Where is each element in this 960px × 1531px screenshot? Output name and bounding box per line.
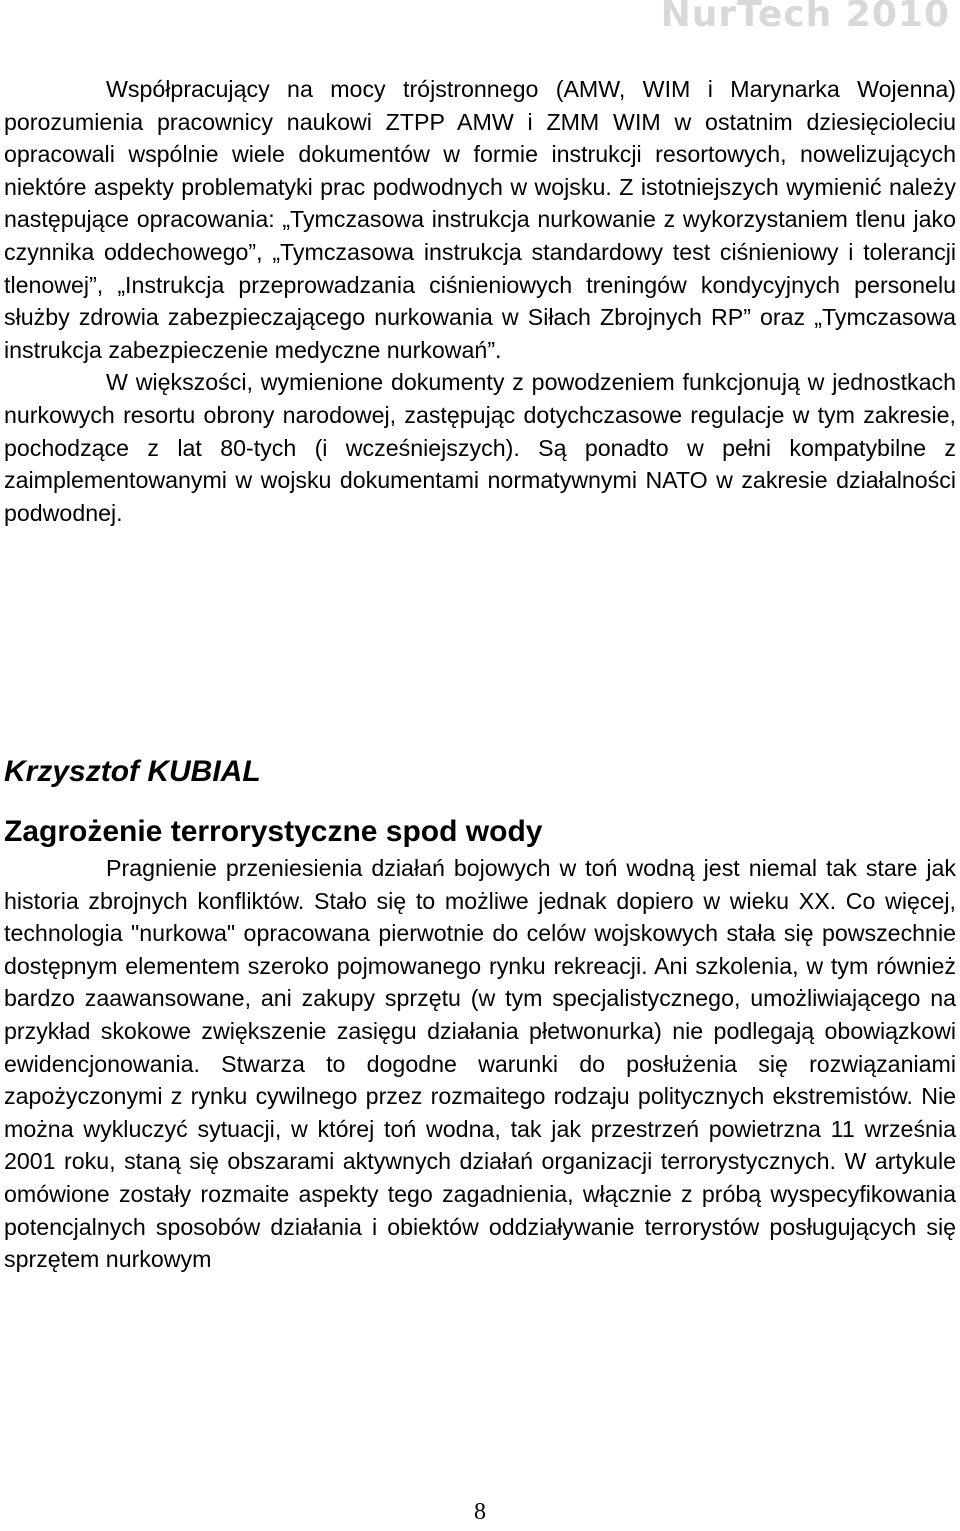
journal-header: NurTech 2010 — [660, 0, 950, 35]
page-number: 8 — [474, 1499, 486, 1525]
intro-section — [4, 73, 956, 529]
article-author: Krzysztof KUBIAL — [4, 755, 261, 788]
intro-paragraph-2: W większości, wymienione dokumenty z powodzeniem funkcjonują w jednostkach nurkowych resortu obrony narodowej, zastępując dotychczasowe regulacje w tym zakresie, pochodzące z lat 80-tych (i wcześniejszych). Są ponadto w pełni kompatybilne z zaimplementowanymi w wojsku dokumentami normatywnymi NATO w zakresie działalności podwodnej. — [4, 369, 956, 526]
intro-paragraph-1: Współpracujący na mocy trójstronnego (AMW, WIM i Marynarka Wojenna) porozumienia pracownicy naukowi ZTPP AMW i ZMM WIM w ostatnim dziesięcioleciu opracowali wspólnie wiele dokumentów w formie instrukcji resortowych, nowelizujących niektóre aspekty problematyki prac podwodnych w wojsku. Z istotniejszych wymienić należy następujące opracowania: „Tymczasowa instrukcja nurkowanie z wykorzystaniem tlenu jako czynnika oddechowego”, „Tymczasowa instrukcja standardowy test ciśnieniowy i tolerancji tlenowej”, „Instrukcja przeprowadzania ciśnieniowych treningów kondycyjnych personelu służby zdrowia zabezpieczającego nurkowania w Siłach Zbrojnych RP” oraz „Tymczasowa instrukcja zabezpieczenie medyczne nurkowań”. — [4, 76, 956, 363]
article-abstract: Pragnienie przeniesienia działań bojowych w toń wodną jest niemal tak stare jak historia zbrojnych konfliktów. Stało się to możliwe jednak dopiero w wieku XX. Co więcej, technologia "nurkowa" opracowana pierwotnie do celów wojskowych stała się powszechnie dostępnym elementem szeroko pojmowanego rynku rekreacji. Ani szkolenia, w tym również bardzo zaawansowane, ani zakupy sprzętu (w tym specjalistycznego, umożliwiającego na przykład skokowe zwiększenie zasięgu działania płetwonurka) nie podlegają obowiązkowi ewidencjonowania. Stwarza to dogodne warunki do posłużenia się rozwiązaniami zapożyczonymi z rynku cywilnego przez rozmaitego rodzaju politycznych ekstremistów. Nie można wykluczyć sytuacji, w której toń wodna, tak jak przestrzeń powietrzna 11 września 2001 roku, staną się obszarami aktywnych działań organizacji terrorystycznych. W artykule omówione zostały rozmaite aspekty tego zagadnienia, włącznie z próbą wyspecyfikowania potencjalnych sposobów działania i obiektów oddziaływanie terrorystów posługujących się sprzętem nurkowym — [4, 855, 956, 1273]
article-title: Zagrożenie terrorystyczne spod wody — [4, 815, 543, 848]
article-abstract-section — [4, 852, 956, 1276]
